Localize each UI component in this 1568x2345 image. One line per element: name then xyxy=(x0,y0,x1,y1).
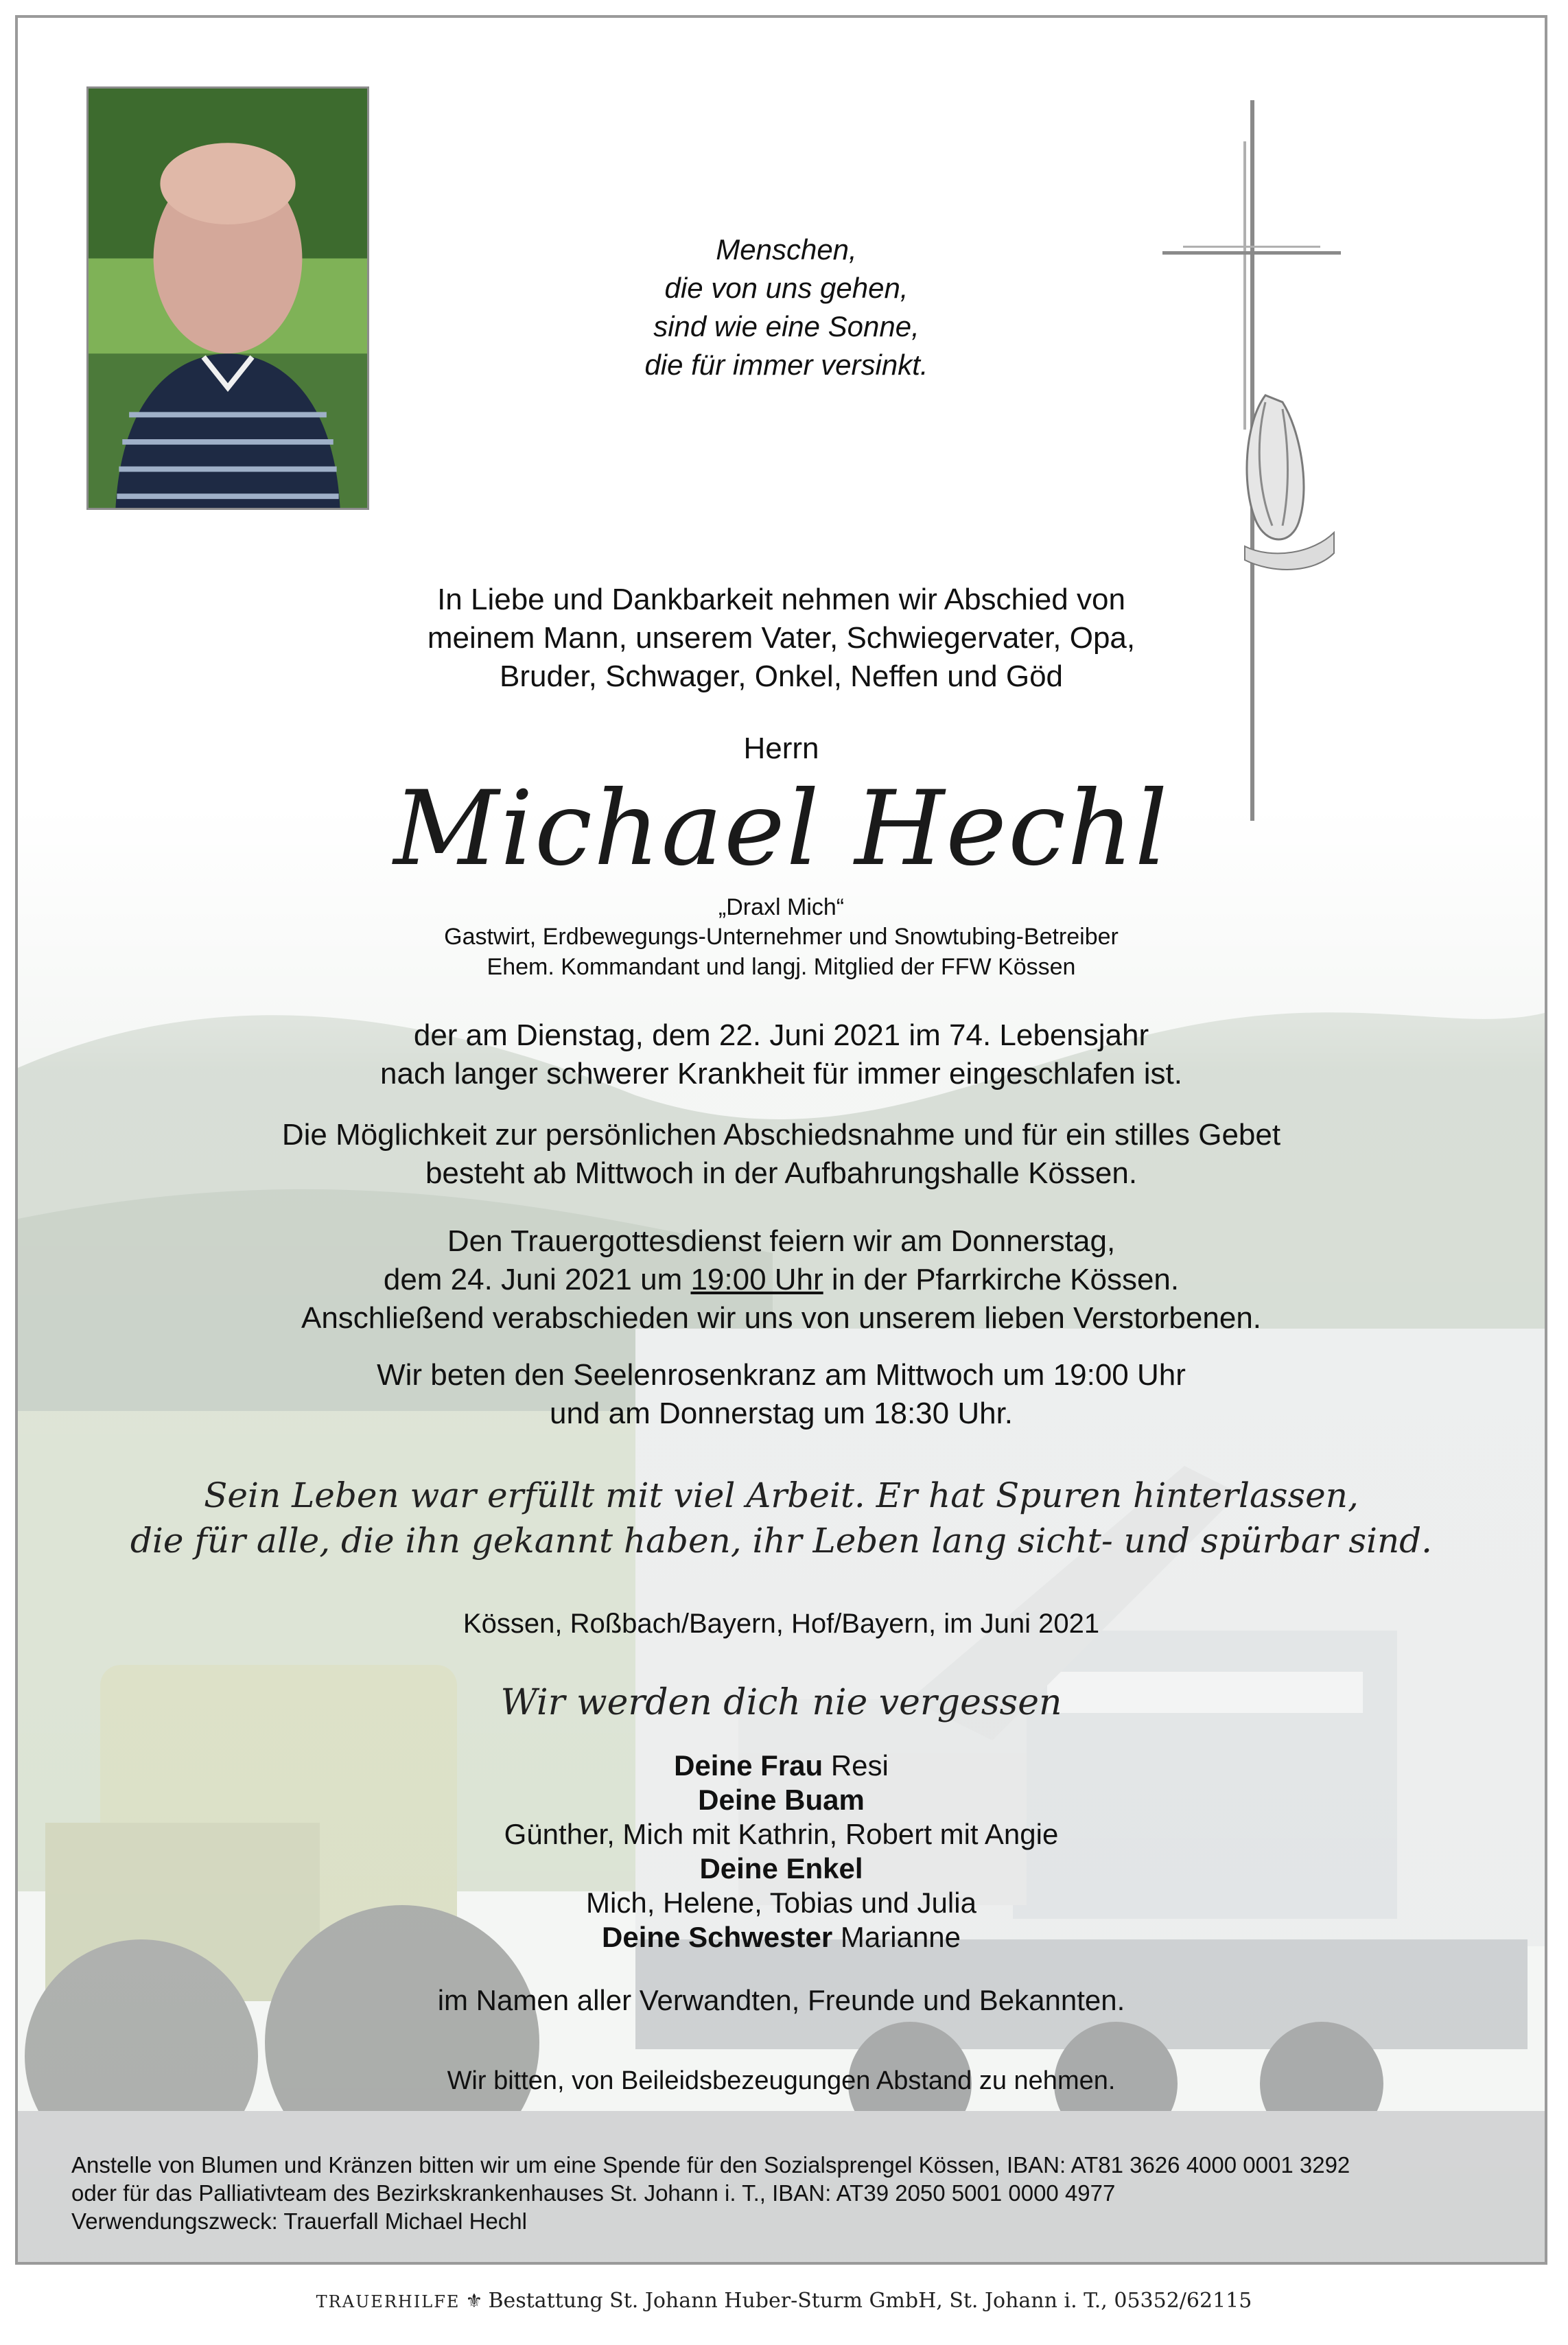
poem-line: die für immer versinkt. xyxy=(644,349,928,381)
quote-line: die für alle, die ihn gekannt haben, ihr Leben lang sicht- und spürbar sind. xyxy=(130,1521,1433,1561)
donation-info xyxy=(71,2151,1512,2235)
funeral-mass-info xyxy=(18,1222,1545,1338)
family-grandchildren-label: Deine Enkel xyxy=(699,1852,863,1885)
poem-line: sind wie eine Sonne, xyxy=(653,310,920,342)
wife-name: Resi xyxy=(823,1749,889,1782)
intro-line: In Liebe und Dankbarkeit nehmen wir Abschied von xyxy=(437,583,1125,616)
farewell-line: Die Möglichkeit zur persönlichen Abschiedsnahme und für ein stilles Gebet xyxy=(281,1118,1281,1152)
mass-time: 19:00 Uhr xyxy=(690,1263,823,1296)
family-sons-label: Deine Buam xyxy=(698,1784,865,1816)
mass-line: Anschließend verabschieden wir uns von unserem lieben Verstorbenen. xyxy=(301,1301,1262,1335)
salutation: Herrn xyxy=(743,732,819,765)
poem xyxy=(512,231,1061,384)
poem-line: die von uns gehen, xyxy=(664,272,909,304)
deceased-name: Michael Hechl xyxy=(393,769,1169,889)
death-line: nach langer schwerer Krankheit für immer eingeschlafen ist. xyxy=(380,1057,1182,1090)
poem-line: Menschen, xyxy=(716,233,857,266)
memorial-quote xyxy=(18,1473,1545,1563)
family-wife xyxy=(18,1749,1545,1783)
wife-label: Deine Frau xyxy=(674,1749,823,1782)
family-list xyxy=(18,1749,1545,1955)
farewell-line: besteht ab Mittwoch in der Aufbahrungshalle Kössen. xyxy=(425,1156,1138,1190)
death-line: der am Dienstag, dem 22. Juni 2021 im 74. Lebensjahr xyxy=(413,1018,1149,1052)
company-info: Bestattung St. Johann Huber-Sturm GmbH, St. Johann i. T., 05352/62115 xyxy=(488,2289,1252,2313)
occupation xyxy=(18,922,1545,982)
never-forget-heading: Wir werden dich nie vergessen xyxy=(500,1682,1062,1723)
mass-line xyxy=(18,1261,1545,1299)
donation-line: Anstelle von Blumen und Kränzen bitten wir um eine Spende für den Sozialsprengel Kössen, IBAN: AT81 3626 4000 0001 3292 xyxy=(71,2152,1350,2178)
brand-name: TRAUERHILFE xyxy=(316,2292,460,2311)
portrait-photo xyxy=(86,86,369,510)
family-grandchildren-names: Mich, Helene, Tobias und Julia xyxy=(586,1887,976,1919)
occupation-line: Gastwirt, Erdbewegungs-Unternehmer und Snowtubing-Betreiber xyxy=(444,924,1119,950)
sister-name: Marianne xyxy=(832,1921,961,1953)
obituary-card xyxy=(15,15,1547,2265)
quote-line: Sein Leben war erfüllt mit viel Arbeit. Er hat Spuren hinterlassen, xyxy=(204,1475,1359,1515)
footer xyxy=(0,2289,1568,2313)
cross-with-praying-hands-icon xyxy=(1162,100,1341,821)
mass-date-text: dem 24. Juni 2021 um xyxy=(383,1263,691,1296)
mass-line: Den Trauergottesdienst feiern wir am Donnerstag, xyxy=(447,1224,1116,1258)
death-notice xyxy=(18,1016,1545,1093)
occupation-line: Ehem. Kommandant und langj. Mitglied der FFW Kössen xyxy=(487,954,1076,980)
family-sons-names: Günther, Mich mit Kathrin, Robert mit Angie xyxy=(504,1818,1059,1850)
rosary-line: Wir beten den Seelenrosenkranz am Mittwoch um 19:00 Uhr xyxy=(377,1358,1186,1392)
condolence-request: Wir bitten, von Beileidsbezeugungen Abstand zu nehmen. xyxy=(447,2066,1116,2095)
relatives-line: im Namen aller Verwandten, Freunde und Bekannten. xyxy=(437,1984,1125,2016)
family-sister xyxy=(18,1920,1545,1955)
rosary-line: und am Donnerstag um 18:30 Uhr. xyxy=(549,1397,1014,1430)
farewell-info xyxy=(18,1116,1545,1193)
intro-line: Bruder, Schwager, Onkel, Neffen und Göd xyxy=(499,660,1064,693)
fleur-icon: ⚜ xyxy=(465,2289,483,2312)
donation-line: Verwendungszweck: Trauerfall Michael Hechl xyxy=(71,2208,527,2234)
sister-label: Deine Schwester xyxy=(602,1921,833,1953)
intro-text xyxy=(18,581,1545,696)
donation-line: oder für das Palliativteam des Bezirkskrankenhauses St. Johann i. T., IBAN: AT39 2050 5001 0000 4977 xyxy=(71,2180,1116,2206)
intro-line: meinem Mann, unserem Vater, Schwiegervater, Opa, xyxy=(427,621,1136,655)
nickname: „Draxl Mich“ xyxy=(718,894,845,920)
place-and-date: Kössen, Roßbach/Bayern, Hof/Bayern, im Juni 2021 xyxy=(463,1609,1100,1639)
rosary-info xyxy=(18,1356,1545,1433)
mass-location-text: in der Pfarrkirche Kössen. xyxy=(823,1263,1180,1296)
